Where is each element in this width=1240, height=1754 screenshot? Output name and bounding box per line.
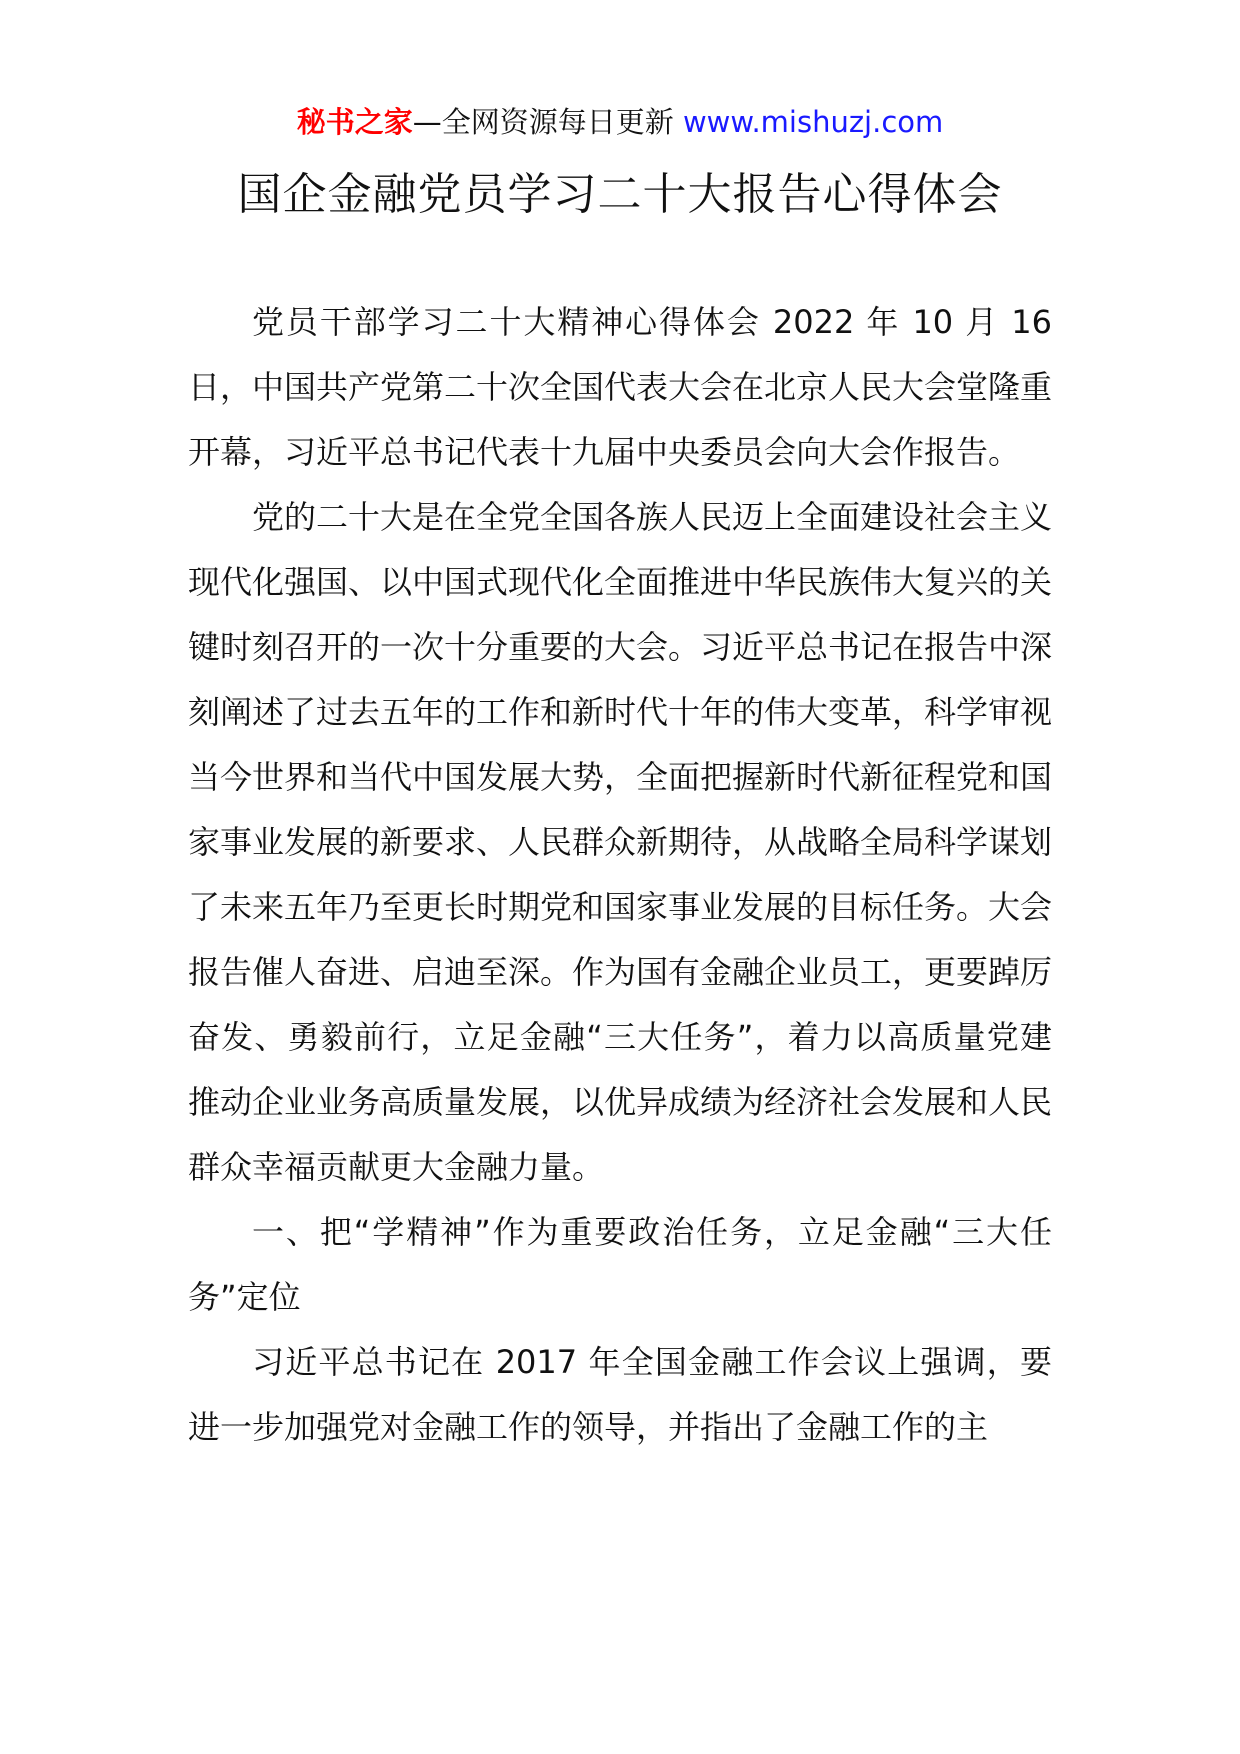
paragraph-significance: 党的二十大是在全党全国各族人民迈上全面建设社会主义现代化强国、以中国式现代化全面推进中华民族伟大复兴的关键时刻召开的一次十分重要的大会。习近平总书记在报告中深刻阐述了过去五年的工作和新时代十年的伟大变革，科学审视当今世界和当代中国发展大势，全面把握新时代新征程党和国家事业发展的新要求、人民群众新期待，从战略全局科学谋划了未来五年乃至更长时期党和国家事业发展的目标任务。大会报告催人奋进、启迪至深。作为国有金融企业员工，更要踔厉奋发、勇毅前行，立足金融“三大任务”，着力以高质量党建推动企业业务高质量发展，以优异成绩为经济社会发展和人民群众幸福贡献更大金融力量。 [188, 498, 1053, 1186]
watermark-banner [0, 100, 1240, 144]
document-body [188, 290, 1052, 1460]
brand-tagline: —全网资源每日更新 [412, 105, 683, 139]
paragraph-intro: 党员干部学习二十大精神心得体会 2022 年 10 月 16 日，中国共产党第二十次全国代表大会在北京人民大会堂隆重开幕，习近平总书记代表十九届中央委员会向大会作报告。 [188, 303, 1053, 471]
brand-name: 秘书之家 [296, 105, 413, 139]
document-title: 国企金融党员学习二十大报告心得体会 [237, 169, 1003, 220]
brand-url-link[interactable]: www.mishuzj.com [682, 105, 944, 139]
paragraph-section-1: 习近平总书记在 2017 年全国金融工作会议上强调，要进一步加强党对金融工作的领导，并指出了金融工作的主 [188, 1343, 1052, 1446]
section-heading-1: 一、把“学精神”作为重要政治任务，立足金融“三大任务”定位 [188, 1213, 1052, 1316]
